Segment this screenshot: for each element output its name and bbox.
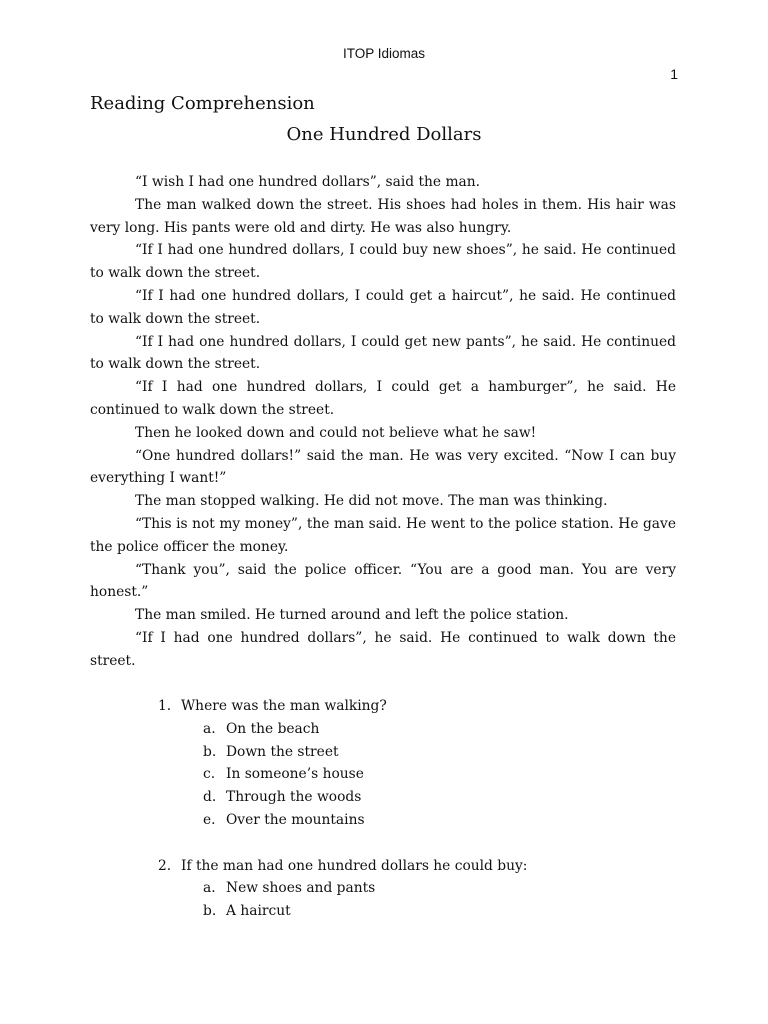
story-paragraph: “If I had one hundred dollars, I could buy new shoes”, he said. He continued to walk down the street. <box>90 242 676 282</box>
story-paragraph: “This is not my money”, the man said. He went to the police station. He gave the police officer the money. <box>90 515 676 555</box>
question-text: Where was the man walking? <box>181 698 387 714</box>
option-text: In someone’s house <box>226 766 364 783</box>
story-paragraph: “If I had one hundred dollars, I could get a hamburger”, he said. He continued to walk down the street. <box>90 379 676 418</box>
option-text: On the beach <box>226 720 320 737</box>
page-number: 1 <box>670 66 678 82</box>
option-letter: d. <box>203 789 217 806</box>
question-1 <box>158 695 678 832</box>
story-paragraph: The man stopped walking. He did not move. The man was thinking. <box>135 493 608 510</box>
question-text: If the man had one hundred dollars he could buy: <box>181 857 528 874</box>
answer-options <box>203 877 678 923</box>
answer-option <box>203 809 678 832</box>
option-text: A haircut <box>226 903 291 920</box>
story-paragraph: Then he looked down and could not believe what he saw! <box>135 424 537 441</box>
answer-options <box>203 718 678 832</box>
page-header: ITOP Idiomas <box>342 46 426 61</box>
question-number: 1. <box>158 698 172 714</box>
answer-option <box>203 900 678 923</box>
question-2 <box>158 855 678 923</box>
story-body <box>90 171 676 673</box>
section-heading: Reading Comprehension <box>90 93 315 114</box>
story-paragraph: The man walked down the street. His shoes had holes in them. His hair was very long. His pants were old and dirty. He was also hungry. <box>90 196 676 236</box>
option-letter: b. <box>203 743 217 760</box>
option-letter: a. <box>203 720 216 737</box>
option-text: New shoes and pants <box>226 880 376 897</box>
story-paragraph: “Thank you”, said the police officer. “You are a good man. You are very honest.” <box>90 561 676 601</box>
story-paragraph: “If I had one hundred dollars, I could get a haircut”, he said. He continued to walk down the street. <box>90 287 676 327</box>
story-paragraph: The man smiled. He turned around and left the police station. <box>135 607 569 624</box>
story-paragraph: “I wish I had one hundred dollars”, said the man. <box>135 174 481 190</box>
question-number: 2. <box>158 857 172 874</box>
question-row <box>158 855 678 878</box>
answer-option <box>203 718 678 741</box>
option-letter: e. <box>203 811 216 828</box>
option-letter: c. <box>203 766 216 783</box>
answer-option <box>203 786 678 809</box>
answer-option <box>203 877 678 900</box>
option-text: Through the woods <box>226 789 362 806</box>
story-paragraph: “If I had one hundred dollars”, he said. He continued to walk down the street. <box>90 629 676 669</box>
story-title: One Hundred Dollars <box>286 124 482 145</box>
question-row <box>158 695 678 718</box>
option-letter: a. <box>203 880 216 897</box>
option-text: Down the street <box>226 743 339 760</box>
story-paragraph: “If I had one hundred dollars, I could get new pants”, he said. He continued to walk down the street. <box>90 333 676 373</box>
story-paragraph: “One hundred dollars!” said the man. He was very excited. “Now I can buy everything I want!” <box>90 447 676 487</box>
question-list <box>158 695 678 946</box>
option-text: Over the mountains <box>226 811 365 828</box>
option-letter: b. <box>203 903 217 920</box>
answer-option <box>203 763 678 786</box>
answer-option <box>203 741 678 764</box>
